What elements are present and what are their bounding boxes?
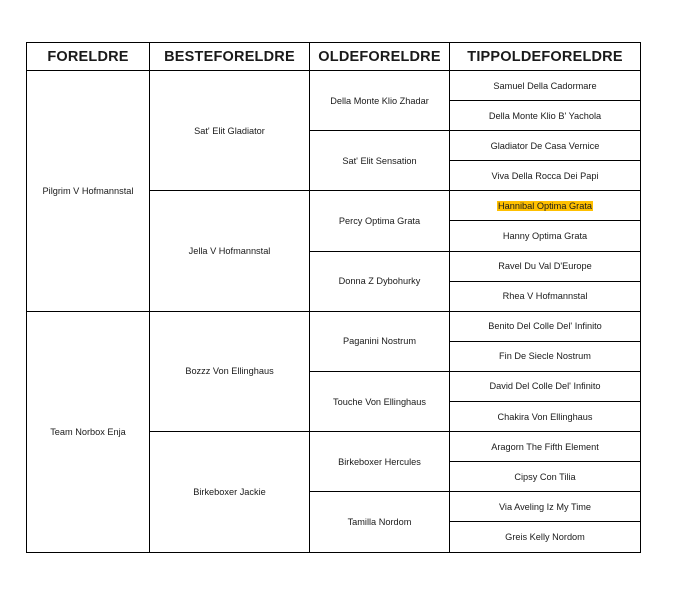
header-row xyxy=(27,43,641,71)
header-oldeforeldre: OLDEFORELDRE xyxy=(310,43,450,71)
parent-cell: Team Norbox Enja xyxy=(27,311,150,552)
great-grandparent-cell: Tamilla Nordom xyxy=(310,492,450,552)
grandparent-cell: Bozzz Von Ellinghaus xyxy=(150,311,310,431)
grandparent-cell: Birkeboxer Jackie xyxy=(150,432,310,552)
great-grandparent-cell: Touche Von Ellinghaus xyxy=(310,371,450,431)
great-great-grandparent-cell: Aragorn The Fifth Element xyxy=(450,432,641,462)
grandparent-cell: Sat' Elit Gladiator xyxy=(150,71,310,191)
great-grandparent-cell: Della Monte Klio Zhadar xyxy=(310,71,450,131)
great-great-grandparent-cell: Viva Della Rocca Dei Papi xyxy=(450,161,641,191)
great-grandparent-cell: Sat' Elit Sensation xyxy=(310,131,450,191)
parent-cell: Pilgrim V Hofmannstal xyxy=(27,71,150,312)
great-grandparent-cell: Birkeboxer Hercules xyxy=(310,432,450,492)
great-great-grandparent-cell: Chakira Von Ellinghaus xyxy=(450,402,641,432)
great-great-grandparent-cell: Fin De Siecle Nostrum xyxy=(450,341,641,371)
great-great-grandparent-cell: Via Aveling Iz My Time xyxy=(450,492,641,522)
great-great-grandparent-cell: Cipsy Con Tilia xyxy=(450,462,641,492)
table-row xyxy=(27,71,641,101)
great-great-grandparent-cell: Hanny Optima Grata xyxy=(450,221,641,251)
great-great-grandparent-cell: Rhea V Hofmannstal xyxy=(450,281,641,311)
great-great-grandparent-cell: David Del Colle Del' Infinito xyxy=(450,371,641,401)
great-grandparent-cell: Percy Optima Grata xyxy=(310,191,450,251)
great-great-grandparent-cell: Samuel Della Cadormare xyxy=(450,71,641,101)
header-tippoldeforeldre: TIPPOLDEFORELDRE xyxy=(450,43,641,71)
great-great-grandparent-cell: Greis Kelly Nordom xyxy=(450,522,641,552)
great-great-grandparent-cell: Ravel Du Val D'Europe xyxy=(450,251,641,281)
great-great-grandparent-cell-highlighted xyxy=(450,191,641,221)
great-great-grandparent-cell: Benito Del Colle Del' Infinito xyxy=(450,311,641,341)
great-grandparent-cell: Donna Z Dybohurky xyxy=(310,251,450,311)
great-great-grandparent-cell: Gladiator De Casa Vernice xyxy=(450,131,641,161)
highlighted-name: Hannibal Optima Grata xyxy=(498,200,592,211)
header-besteforeldre: BESTEFORELDRE xyxy=(150,43,310,71)
grandparent-cell: Jella V Hofmannstal xyxy=(150,191,310,311)
great-great-grandparent-cell: Della Monte Klio B' Yachola xyxy=(450,101,641,131)
table-row xyxy=(27,311,641,341)
great-grandparent-cell: Paganini Nostrum xyxy=(310,311,450,371)
header-foreldre: FORELDRE xyxy=(27,43,150,71)
pedigree-table xyxy=(26,42,641,553)
